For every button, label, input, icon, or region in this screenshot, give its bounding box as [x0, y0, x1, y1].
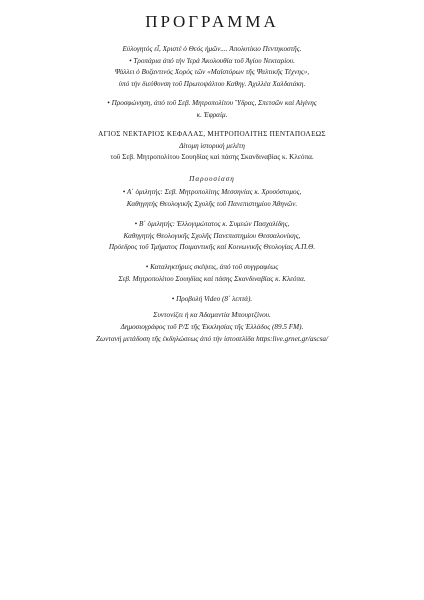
- opening-line: ὑπό τήν διεύθυνση τοῦ Πρωτοψάλτου Καθηγ. Ἀχιλλέα Χαλδαιάκη.: [118, 79, 306, 88]
- page-title: ΠΡΟΓΡΑΜΜΑ: [145, 12, 279, 31]
- closing-line: Σεβ. Μητροπολίτου Σουηδίας καί πάσης Σκανδιναβίας κ. Κλεόπα.: [118, 274, 306, 283]
- opening-line: Εὐλογητός εἶ, Χριστέ ὁ Θεός ἡμῶν.... Ἀπολυτίκιο Πεντηκοστῆς.: [122, 45, 302, 53]
- speaker-a-line: Καθηγητής Θεολογικῆς Σχολῆς τοῦ Πανεπιστημίου Ἀθηνῶν.: [126, 199, 298, 208]
- book-title: ΑΓΙΟΣ ΝΕΚΤΑΡΙΟΣ ΚΕΦΑΛΑΣ, ΜΗΤΡΟΠΟΛΙΤΗΣ ΠΕΝΤΑΠΟΛΕΩΣ: [98, 130, 326, 138]
- opening-section: [24, 44, 400, 90]
- video-line: • Προβολή Video (8΄ λεπτά).: [171, 295, 253, 303]
- book-section: [24, 129, 400, 164]
- opening-line: Ψάλλει ὁ Βυζαντινός Χορός τῶν «Μαϊστόρων τῆς Ψαλτικῆς Τέχνης»,: [114, 68, 310, 76]
- speaker-b-line: Πρόεδρος τοῦ Τμήματος Ποιμαντικῆς καί Κοινωνικῆς Θεολογίας Α.Π.Θ.: [108, 243, 316, 251]
- greeting-line: κ. Ἐφραίμ.: [196, 110, 228, 119]
- presentation-heading: Παρουσίαση: [189, 175, 235, 183]
- stream-section: [24, 334, 400, 346]
- coordination-line: Συντονίζει ἡ κα Ἀδαμαντία Μπουρτζίνου.: [153, 311, 271, 319]
- coordination-line: Δημοσιογράφος τοῦ Ρ/Σ τῆς Ἐκκλησίας τῆς Ἑλλάδος (89.5 FM).: [120, 322, 304, 331]
- book-subtitle: Δίτομη ἱστορική μελέτη: [179, 141, 245, 150]
- closing-section: [24, 262, 400, 285]
- book-author: τοῦ Σεβ. Μητροπολίτου Σουηδίας καί πάσης Σκανδιναβίας κ. Κλεόπα.: [110, 153, 314, 161]
- coordination-section: [24, 310, 400, 333]
- speaker-b-line: Καθηγητής Θεολογικῆς Σχολῆς Πανεπιστημίου Θεσσαλονίκης,: [123, 231, 301, 240]
- speaker-b-line: • Β΄ ὁμιλητής: Ἐλλογιμώτατος κ. Συμεών Πασχαλίδης,: [134, 220, 290, 228]
- greeting-line: • Προσφώνηση, ἀπό τοῦ Σεβ. Μητροπολίτου Ὕδρας, Σπετσῶν καί Αἰγίνης: [107, 99, 317, 107]
- speaker-b-section: [24, 219, 400, 254]
- speaker-a-section: [24, 187, 400, 210]
- closing-line: • Καταληκτήριες σκέψεις, ἀπό τοῦ συγγραφέως: [145, 263, 279, 271]
- stream-link[interactable]: Ζωντανή μετάδοση τῆς ἐκδηλώσεως ἀπό τήν ἱστοσελίδα https:live.grnet.gr/ascsa/: [96, 335, 328, 343]
- opening-line: • Τροπάρια ἀπό τήν Ἱερά Ἀκολουθία τοῦ Ἁγίου Νεκταρίου.: [129, 56, 295, 65]
- speaker-a-line: • Α΄ ὁμιλητής: Σεβ. Μητροπολίτης Μεσσηνίας κ. Χρυσόστομος,: [122, 188, 302, 196]
- greeting-section: [24, 98, 400, 121]
